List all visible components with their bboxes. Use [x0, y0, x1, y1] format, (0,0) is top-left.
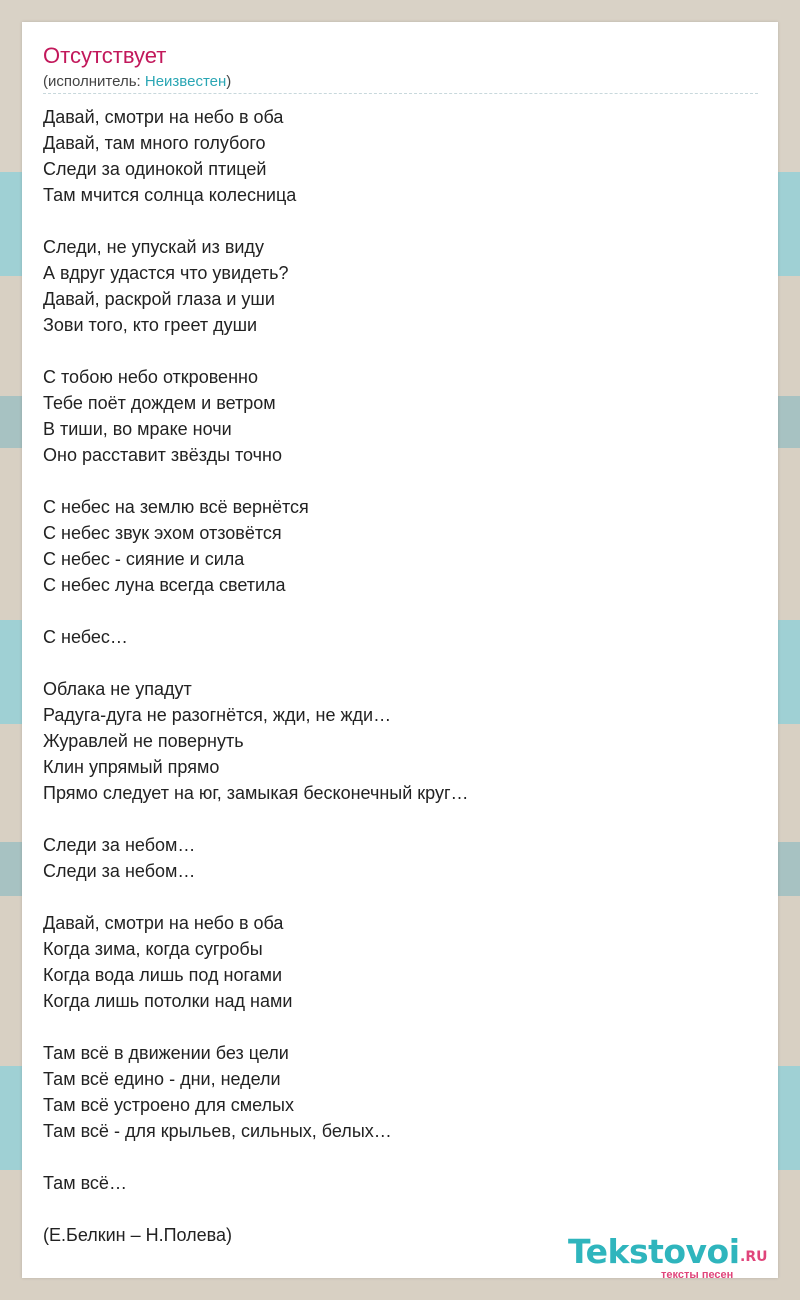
lyrics-card — [22, 22, 778, 1281]
lyrics-spacer — [43, 650, 743, 676]
lyrics-spacer — [43, 1014, 743, 1040]
lyrics-line: Следи за одинокой птицей — [43, 159, 267, 179]
lyrics-line: Давай, смотри на небо в оба — [43, 107, 284, 127]
lyrics-line: Тебе поёт дождем и ветром — [43, 393, 276, 413]
lyrics-line: В тиши, во мраке ночи — [43, 419, 232, 439]
lyrics-line: С небес… — [43, 627, 128, 647]
lyrics-line: Оно расставит звёзды точно — [43, 445, 283, 465]
lyrics-line: Когда лишь потолки над нами — [43, 991, 293, 1011]
lyrics-line: Прямо следует на юг, замыкая бесконечный круг… — [43, 783, 469, 803]
logo-tagline: тексты песен — [661, 1269, 734, 1281]
lyrics-spacer — [43, 208, 743, 234]
performer-prefix: (исполнитель: — [43, 73, 145, 90]
lyrics-line: Давай, раскрой глаза и уши — [43, 289, 275, 309]
lyrics-line: Давай, смотри на небо в оба — [43, 913, 284, 933]
lyrics-line: С небес - сияние и сила — [43, 549, 245, 569]
performer-line — [43, 73, 231, 90]
lyrics-line: Следи за небом… — [43, 861, 196, 881]
lyrics-line: Там мчится солнца колесница — [43, 185, 297, 205]
logo-name: Tekstovoi — [568, 1232, 740, 1271]
lyrics-line: Следи, не упускай из виду — [43, 237, 264, 257]
song-title: Отсутствует — [43, 43, 167, 68]
lyrics-line: Радуга-дуга не разогнётся, жди, не жди… — [43, 705, 392, 725]
lyrics-spacer — [43, 338, 743, 364]
lyrics-spacer — [43, 1196, 743, 1222]
lyrics-line: С небес луна всегда светила — [43, 575, 286, 595]
lyrics-line: Клин упрямый прямо — [43, 757, 220, 777]
lyrics-spacer — [43, 806, 743, 832]
logo-tld: .RU — [740, 1249, 768, 1265]
lyrics-line: А вдруг удастся что увидеть? — [43, 263, 289, 283]
lyrics-line: Там всё едино - дни, недели — [43, 1069, 281, 1089]
lyrics-spacer — [43, 598, 743, 624]
site-logo[interactable] — [568, 1232, 778, 1282]
lyrics-line: Давай, там много голубого — [43, 133, 266, 153]
performer-link[interactable]: Неизвестен — [144, 73, 227, 90]
lyrics-line: Зови того, кто греет души — [43, 315, 258, 335]
lyrics-line: Когда вода лишь под ногами — [43, 965, 283, 985]
lyrics-line: Когда зима, когда сугробы — [43, 939, 263, 959]
lyrics-line: С небес звук эхом отзовётся — [43, 523, 282, 543]
lyrics-line: Там всё - для крыльев, сильных, белых… — [43, 1121, 392, 1141]
title-divider — [43, 93, 758, 94]
lyrics-line: Там всё в движении без цели — [43, 1043, 289, 1063]
lyrics-line: Там всё… — [43, 1173, 127, 1193]
performer-suffix: ) — [226, 73, 232, 90]
lyrics-spacer — [43, 468, 743, 494]
lyrics-line: (Е.Белкин – Н.Полева) — [43, 1225, 233, 1245]
lyrics-line: Облака не упадут — [43, 679, 192, 699]
lyrics-line: Журавлей не повернуть — [43, 731, 244, 751]
lyrics-spacer — [43, 1144, 743, 1170]
lyrics-line: Там всё устроено для смелых — [43, 1095, 294, 1115]
lyrics-spacer — [43, 884, 743, 910]
lyrics-line: С тобою небо откровенно — [43, 367, 258, 387]
lyrics-line: С небес на землю всё вернётся — [43, 497, 309, 517]
lyrics-line: Следи за небом… — [43, 835, 196, 855]
lyrics-body — [43, 104, 743, 1248]
